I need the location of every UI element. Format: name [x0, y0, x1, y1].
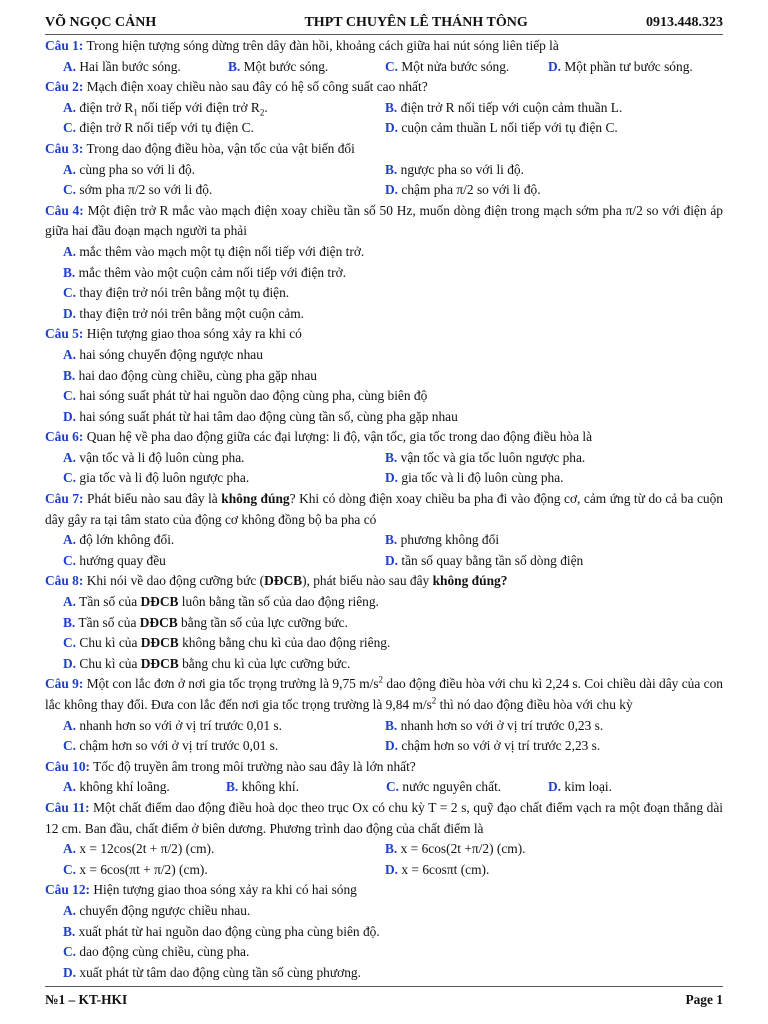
question-4-option-d [45, 304, 723, 325]
option-letter: A. [63, 58, 77, 74]
question-9 [45, 674, 723, 756]
option-text-run: Chu kì của [79, 655, 141, 671]
question-12-label: Câu 12: [45, 882, 91, 898]
question-1-option-b [228, 57, 385, 78]
question-9-option-c [63, 736, 385, 757]
question-9-stem-text-run: 2 [378, 674, 384, 685]
question-12-options [45, 901, 723, 983]
option-text: nước nguyên chất. [402, 779, 502, 795]
page-footer [45, 986, 723, 1010]
question-6-stem-text: Quan hệ về pha dao động giữa các đại lượng: li độ, vận tốc, gia tốc trong dao động điều hòa là [86, 429, 593, 445]
question-5-option-b [45, 366, 723, 387]
question-10-option-c [386, 777, 548, 798]
question-6-stem [45, 427, 723, 448]
question-8-stem [45, 571, 723, 592]
question-1-option-d [548, 57, 738, 78]
option-letter: C. [63, 944, 77, 960]
option-text-run: không bằng chu kì của dao động riêng. [178, 635, 391, 651]
option-letter: B. [63, 264, 76, 280]
question-3-option-b [385, 160, 723, 181]
question-8-stem-text-run: ), phát biểu nào sau đây [302, 573, 433, 589]
option-text: gia tốc và li độ luôn cùng pha. [401, 470, 564, 486]
question-11-option-c [63, 860, 385, 881]
option-letter: C. [63, 635, 77, 651]
question-6-option-b [385, 448, 723, 469]
question-2-option-a [63, 98, 385, 119]
question-8-option-d [45, 654, 723, 675]
question-8-label: Câu 8: [45, 573, 84, 589]
option-letter: A. [63, 902, 77, 918]
exam-page [45, 12, 723, 983]
question-2-option-d [385, 118, 723, 139]
option-letter: C. [63, 182, 77, 198]
question-1-stem-text: Trong hiện tượng sóng dừng trên dây đàn hồi, khoảng cách giữa hai nút sóng liên tiếp là [86, 38, 559, 53]
option-letter: C. [63, 470, 77, 486]
question-4-options [45, 242, 723, 324]
option-text: thay điện trở nói trên bằng một tụ điện. [79, 285, 290, 301]
option-text-run: bằng chu kì của lực cưỡng bức. [178, 655, 351, 671]
question-12-stem-text: Hiện tượng giao thoa sóng xảy ra khi có hai sóng [93, 882, 357, 898]
option-text: nhanh hơn so với ở vị trí trước 0,01 s. [79, 717, 282, 733]
question-3-label: Câu 3: [45, 140, 84, 156]
question-5-options [45, 345, 723, 427]
option-text-run: nối tiếp với điện trở R [137, 99, 260, 115]
question-5-option-d [45, 407, 723, 428]
question-8-options [45, 592, 723, 674]
option-text: điện trở R nối tiếp với tụ điện C. [79, 120, 254, 136]
question-12-option-a [45, 901, 723, 922]
question-5 [45, 324, 723, 427]
question-4-stem-text: Một điện trở R mắc vào mạch điện xoay chiều tần số 50 Hz, muốn dòng điện trong mạch sớm pha π/2 so với điện áp giữa hai đầu đoạn mạch người ta phải [45, 202, 723, 239]
question-3-option-d [385, 180, 723, 201]
question-4-option-a [45, 242, 723, 263]
option-text: sớm pha π/2 so với li độ. [79, 182, 213, 198]
question-11-option-d [385, 860, 723, 881]
option-text: Một nửa bước sóng. [401, 58, 510, 74]
question-12-option-b [45, 922, 723, 943]
question-11-stem [45, 798, 723, 839]
option-text-run: Tần số của [79, 594, 141, 610]
option-letter: B. [385, 841, 398, 857]
option-text: không khí loãng. [79, 779, 170, 795]
option-text: dao động cùng chiều, cùng pha. [79, 944, 250, 960]
option-text-run: Tần số của [78, 614, 140, 630]
option-text: mắc thêm vào một cuộn cảm nối tiếp với điện trở. [78, 264, 347, 280]
option-letter: C. [63, 552, 77, 568]
question-8-option-a [45, 592, 723, 613]
question-9-stem [45, 674, 723, 715]
option-letter: B. [385, 449, 398, 465]
option-text: vận tốc và gia tốc luôn ngược pha. [400, 449, 586, 465]
question-7-option-b [385, 530, 723, 551]
option-text: hai dao động cùng chiều, cùng pha gặp nhau [78, 367, 317, 383]
option-text: tần số quay bằng tần số dòng điện [401, 552, 584, 568]
question-7-stem-text-run: ? Khi có dòng điện xoay chiều ba pha đi vào động cơ, cảm ứng từ do cả ba cuộn dây gây ra tại tâm stato của động cơ không đồng bộ ba pha có [45, 491, 723, 527]
question-11 [45, 798, 723, 880]
question-7-stem-text-run: không đúng [221, 491, 290, 507]
question-7-option-c [63, 551, 385, 572]
option-text: hai sóng chuyển động ngược nhau [79, 346, 263, 362]
option-letter: A. [63, 532, 77, 548]
question-1-stem [45, 36, 723, 57]
option-letter: B. [63, 614, 76, 630]
question-1-option-c [385, 57, 548, 78]
question-5-stem [45, 324, 723, 345]
question-2-option-b [385, 98, 723, 119]
option-text: cùng pha so với li độ. [79, 161, 196, 177]
option-letter: B. [63, 923, 76, 939]
option-letter: C. [63, 861, 77, 877]
question-1-option-a [63, 57, 228, 78]
option-text: hai sóng suất phát từ hai nguồn dao động cùng pha, cùng biên độ [79, 388, 428, 404]
question-4-option-c [45, 283, 723, 304]
question-3-option-a [63, 160, 385, 181]
question-11-label: Câu 11: [45, 799, 90, 815]
question-11-option-b [385, 839, 723, 860]
option-text: độ lớn không đổi. [79, 532, 175, 548]
question-2 [45, 77, 723, 139]
option-text: chuyển động ngược chiều nhau. [79, 902, 251, 918]
option-text-run: Chu kì của [79, 635, 141, 651]
option-letter: A. [63, 161, 77, 177]
question-6-option-d [385, 468, 723, 489]
question-9-options [45, 716, 723, 757]
option-letter: C. [63, 285, 77, 301]
option-text: hướng quay đều [79, 552, 166, 568]
option-text: hai sóng suất phát từ hai tâm dao động cùng tần số, cùng pha gặp nhau [79, 408, 458, 424]
question-7-option-a [63, 530, 385, 551]
option-letter: B. [226, 779, 239, 795]
question-2-stem-text: Mạch điện xoay chiều nào sau đây có hệ số công suất cao nhất? [86, 79, 428, 95]
question-10-label: Câu 10: [45, 758, 91, 774]
option-letter: A. [63, 449, 77, 465]
option-text-run: điện trở R [79, 99, 134, 115]
header-author: VÕ NGỌC CẢNH [45, 15, 157, 30]
option-text-run: 1 [133, 107, 138, 118]
option-letter: A. [63, 346, 77, 362]
question-6-options [45, 448, 723, 489]
question-9-stem-text-run: 2 [431, 695, 437, 706]
option-letter: B. [228, 58, 241, 74]
question-1-label: Câu 1: [45, 38, 84, 53]
question-11-option-a [63, 839, 385, 860]
option-text: x = 6cos(2t +π/2) (cm). [400, 841, 526, 857]
option-text: gia tốc và li độ luôn ngược pha. [79, 470, 250, 486]
footer-page-number: Page 1 [685, 992, 723, 1007]
question-7 [45, 489, 723, 571]
option-letter: D. [385, 738, 399, 754]
question-7-options [45, 530, 723, 571]
option-text: không khí. [241, 779, 299, 795]
option-text-run: DĐCB [139, 614, 178, 630]
question-7-stem [45, 489, 723, 530]
option-letter: D. [385, 552, 399, 568]
question-8-option-c [45, 633, 723, 654]
question-10-options [45, 777, 723, 798]
question-12 [45, 880, 723, 983]
question-8-option-b [45, 613, 723, 634]
question-list [45, 36, 723, 983]
question-7-label: Câu 7: [45, 491, 84, 507]
option-letter: C. [63, 120, 77, 136]
question-3-option-c [63, 180, 385, 201]
option-letter: A. [63, 717, 77, 733]
question-4-label: Câu 4: [45, 202, 84, 218]
option-letter: A. [63, 99, 77, 115]
option-letter: D. [385, 861, 399, 877]
option-letter: D. [385, 182, 399, 198]
option-text: Một bước sóng. [243, 58, 329, 74]
question-1 [45, 36, 723, 77]
question-10-stem [45, 757, 723, 778]
option-text: x = 6cosπt (cm). [401, 861, 490, 877]
question-7-option-d [385, 551, 723, 572]
option-text: phương không đổi [400, 532, 500, 548]
question-2-option-c [63, 118, 385, 139]
option-text: kim loại. [564, 779, 612, 795]
question-3 [45, 139, 723, 201]
question-10-option-b [226, 777, 386, 798]
option-letter: B. [385, 717, 398, 733]
page-header [45, 12, 723, 35]
option-text: chậm hơn so với ở vị trí trước 2,23 s. [401, 738, 601, 754]
question-10-option-a [63, 777, 226, 798]
question-10-stem-text: Tốc độ truyền âm trong môi trường nào sau đây là lớn nhất? [93, 758, 416, 774]
option-text-run: DĐCB [140, 655, 179, 671]
question-3-stem-text: Trong dao động điều hòa, vận tốc của vật biến đổi [86, 140, 355, 156]
option-text-run: 2 [259, 107, 265, 118]
question-9-label: Câu 9: [45, 676, 84, 692]
question-10 [45, 757, 723, 798]
question-2-label: Câu 2: [45, 79, 84, 95]
question-9-option-b [385, 716, 723, 737]
option-text: mắc thêm vào mạch một tụ điện nối tiếp với điện trở. [79, 243, 365, 259]
question-8 [45, 571, 723, 674]
option-letter: A. [63, 841, 77, 857]
question-1-options [45, 57, 723, 78]
question-3-stem [45, 139, 723, 160]
question-5-option-c [45, 386, 723, 407]
option-letter: B. [385, 99, 398, 115]
question-3-options [45, 160, 723, 201]
question-12-option-c [45, 942, 723, 963]
question-6 [45, 427, 723, 489]
option-text-run: DĐCB [140, 594, 179, 610]
question-5-option-a [45, 345, 723, 366]
question-8-stem-text-run: không đúng? [432, 573, 508, 589]
question-4-stem [45, 201, 723, 242]
question-6-option-a [63, 448, 385, 469]
question-6-option-c [63, 468, 385, 489]
option-text: x = 6cos(πt + π/2) (cm). [79, 861, 208, 877]
question-8-stem-text-run: DĐCB [264, 573, 303, 589]
question-8-stem-text-run: Khi nói về dao động cưỡng bức ( [86, 573, 265, 589]
option-text: Hai lần bước sóng. [79, 58, 181, 74]
question-9-stem-text-run: dao động điều hòa với chu kì 2,24 s. Coi chiều dài dây của con lắc không thay đổi. Đưa con lắc đến nơi gia tốc trọng trường là 9,84 m/s [45, 676, 723, 712]
option-text: Một phần tư bước sóng. [564, 58, 693, 74]
option-text: chậm hơn so với ở vị trí trước 0,01 s. [79, 738, 279, 754]
option-letter: B. [385, 532, 398, 548]
question-5-stem-text: Hiện tượng giao thoa sóng xảy ra khi có [86, 326, 302, 342]
option-text: xuất phát từ tâm dao động cùng tần số cùng phương. [79, 964, 361, 980]
option-letter: D. [63, 964, 77, 980]
option-letter: C. [63, 388, 77, 404]
option-text: điện trở R nối tiếp với cuộn cảm thuần L. [400, 99, 623, 115]
option-letter: D. [548, 779, 562, 795]
option-text: vận tốc và li độ luôn cùng pha. [79, 449, 245, 465]
option-text: thay điện trở nói trên bằng một cuộn cảm. [79, 305, 305, 321]
option-letter: D. [385, 470, 399, 486]
footer-doc-code: №1 – KT-HKI [45, 992, 128, 1007]
question-5-label: Câu 5: [45, 326, 84, 342]
question-4-option-b [45, 263, 723, 284]
option-text-run: . [264, 99, 268, 115]
option-text: ngược pha so với li độ. [400, 161, 524, 177]
option-text-run: luôn bằng tần số của dao động riêng. [178, 594, 379, 610]
option-text: chậm pha π/2 so với li độ. [401, 182, 541, 198]
question-9-stem-text-run: thì nó dao động điều hòa với chu kỳ [436, 697, 633, 712]
option-letter: C. [386, 779, 400, 795]
question-2-options [45, 98, 723, 139]
option-letter: A. [63, 779, 77, 795]
question-9-option-a [63, 716, 385, 737]
header-phone: 0913.448.323 [646, 15, 723, 30]
option-letter: D. [548, 58, 562, 74]
option-text: x = 12cos(2t + π/2) (cm). [79, 841, 215, 857]
option-text-run: bằng tần số của lực cưỡng bức. [177, 614, 348, 630]
question-9-option-d [385, 736, 723, 757]
option-letter: D. [63, 655, 77, 671]
option-letter: B. [63, 367, 76, 383]
option-text-run: DĐCB [140, 635, 179, 651]
option-letter: D. [63, 408, 77, 424]
option-letter: A. [63, 243, 77, 259]
option-letter: C. [385, 58, 399, 74]
header-school: THPT CHUYÊN LÊ THÁNH TÔNG [304, 15, 528, 30]
option-text: nhanh hơn so với ở vị trí trước 0,23 s. [400, 717, 604, 733]
question-12-option-d [45, 963, 723, 984]
option-letter: A. [63, 594, 77, 610]
option-letter: D. [385, 120, 399, 136]
question-4 [45, 201, 723, 325]
question-9-stem-text-run: Một con lắc đơn ở nơi gia tốc trọng trường là 9,75 m/s [86, 676, 379, 692]
question-11-options [45, 839, 723, 880]
question-12-stem [45, 880, 723, 901]
option-text: cuộn cảm thuần L nối tiếp với tụ điện C. [401, 120, 618, 136]
option-text: xuất phát từ hai nguồn dao động cùng pha cùng biên độ. [78, 923, 380, 939]
option-letter: B. [385, 161, 398, 177]
option-letter: C. [63, 738, 77, 754]
question-10-option-d [548, 777, 688, 798]
question-7-stem-text-run: Phát biểu nào sau đây là [87, 491, 222, 507]
question-6-label: Câu 6: [45, 429, 84, 445]
option-letter: D. [63, 305, 77, 321]
question-11-stem-text: Một chất điểm dao động điều hoà dọc theo trục Ox có chu kỳ T = 2 s, quỹ đạo chất điểm vạch ra một đoạn thẳng dài 12 cm. Ban đầu, chất điểm ở biên dương. Phương trình dao động của chất điểm là [45, 799, 723, 836]
question-2-stem [45, 77, 723, 98]
